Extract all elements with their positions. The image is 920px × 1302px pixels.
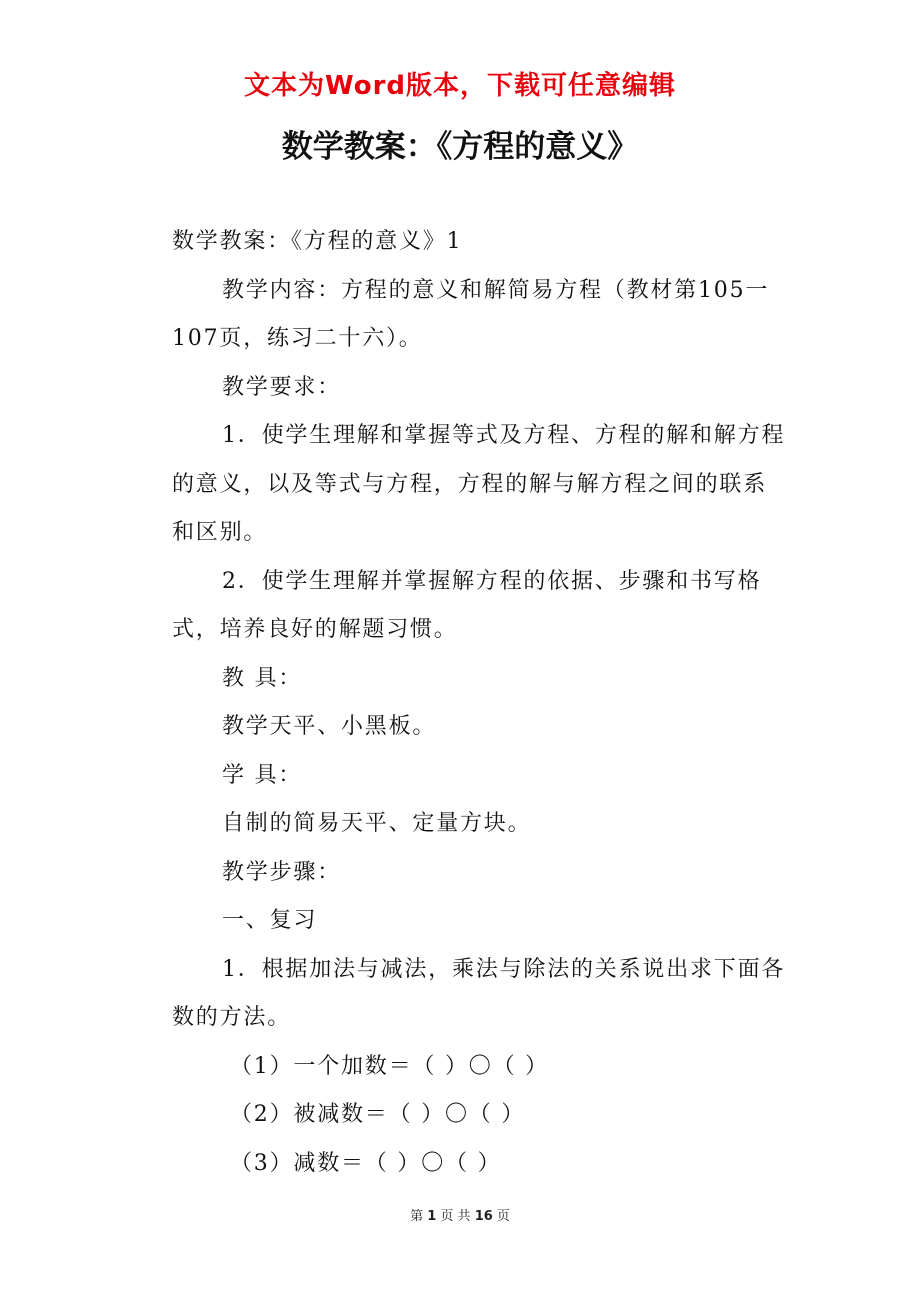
teaching-content-paragraph: 教学内容：方程的意义和解简易方程（教材第105一107页，练习二十六）。 <box>172 277 770 351</box>
requirement-item-1: 1．使学生理解和掌握等式及方程、方程的解和解方程的意义，以及等式与方程，方程的解与解方程之间的联系和区别。 <box>172 423 786 545</box>
teaching-aids-heading: 教 具： <box>222 665 303 691</box>
teaching-aids-list: 教学天平、小黑板。 <box>222 714 437 739</box>
footer-suffix: 页 <box>496 1209 510 1224</box>
footer-prefix: 第 <box>410 1209 424 1224</box>
teaching-requirements-heading: 教学要求： <box>222 374 342 400</box>
page-footer <box>0 1208 920 1226</box>
download-banner: 文本为Word版本，下载可任意编辑 <box>243 71 677 101</box>
footer-middle: 页 共 <box>440 1209 471 1224</box>
review-heading: 一、复习 <box>222 908 318 933</box>
exercise-line-3: （3）减数＝（ ）〇（ ） <box>230 1150 502 1176</box>
learning-aids-heading: 学 具： <box>222 762 303 788</box>
learning-aids-list: 自制的简易天平、定量方块。 <box>222 811 532 836</box>
teaching-steps-heading: 教学步骤： <box>222 859 342 885</box>
requirement-item-2: 2．使学生理解并掌握解方程的依据、步骤和书写格式，培养良好的解题习惯。 <box>172 568 762 642</box>
review-item-1: 1．根据加法与减法，乘法与除法的关系说出求下面各数的方法。 <box>172 956 786 1030</box>
footer-total-pages: 16 <box>474 1209 493 1224</box>
section-heading: 数学教案：《方程的意义》1 <box>172 229 463 254</box>
footer-current-page: 1 <box>427 1209 437 1224</box>
exercise-line-2: （2）被减数＝（ ）〇（ ） <box>230 1102 526 1127</box>
document-body <box>172 218 788 1188</box>
exercise-line-1: （1）一个加数＝（ ）〇（ ） <box>230 1053 549 1079</box>
document-title: 数学教案：《方程的意义》 <box>281 129 639 165</box>
